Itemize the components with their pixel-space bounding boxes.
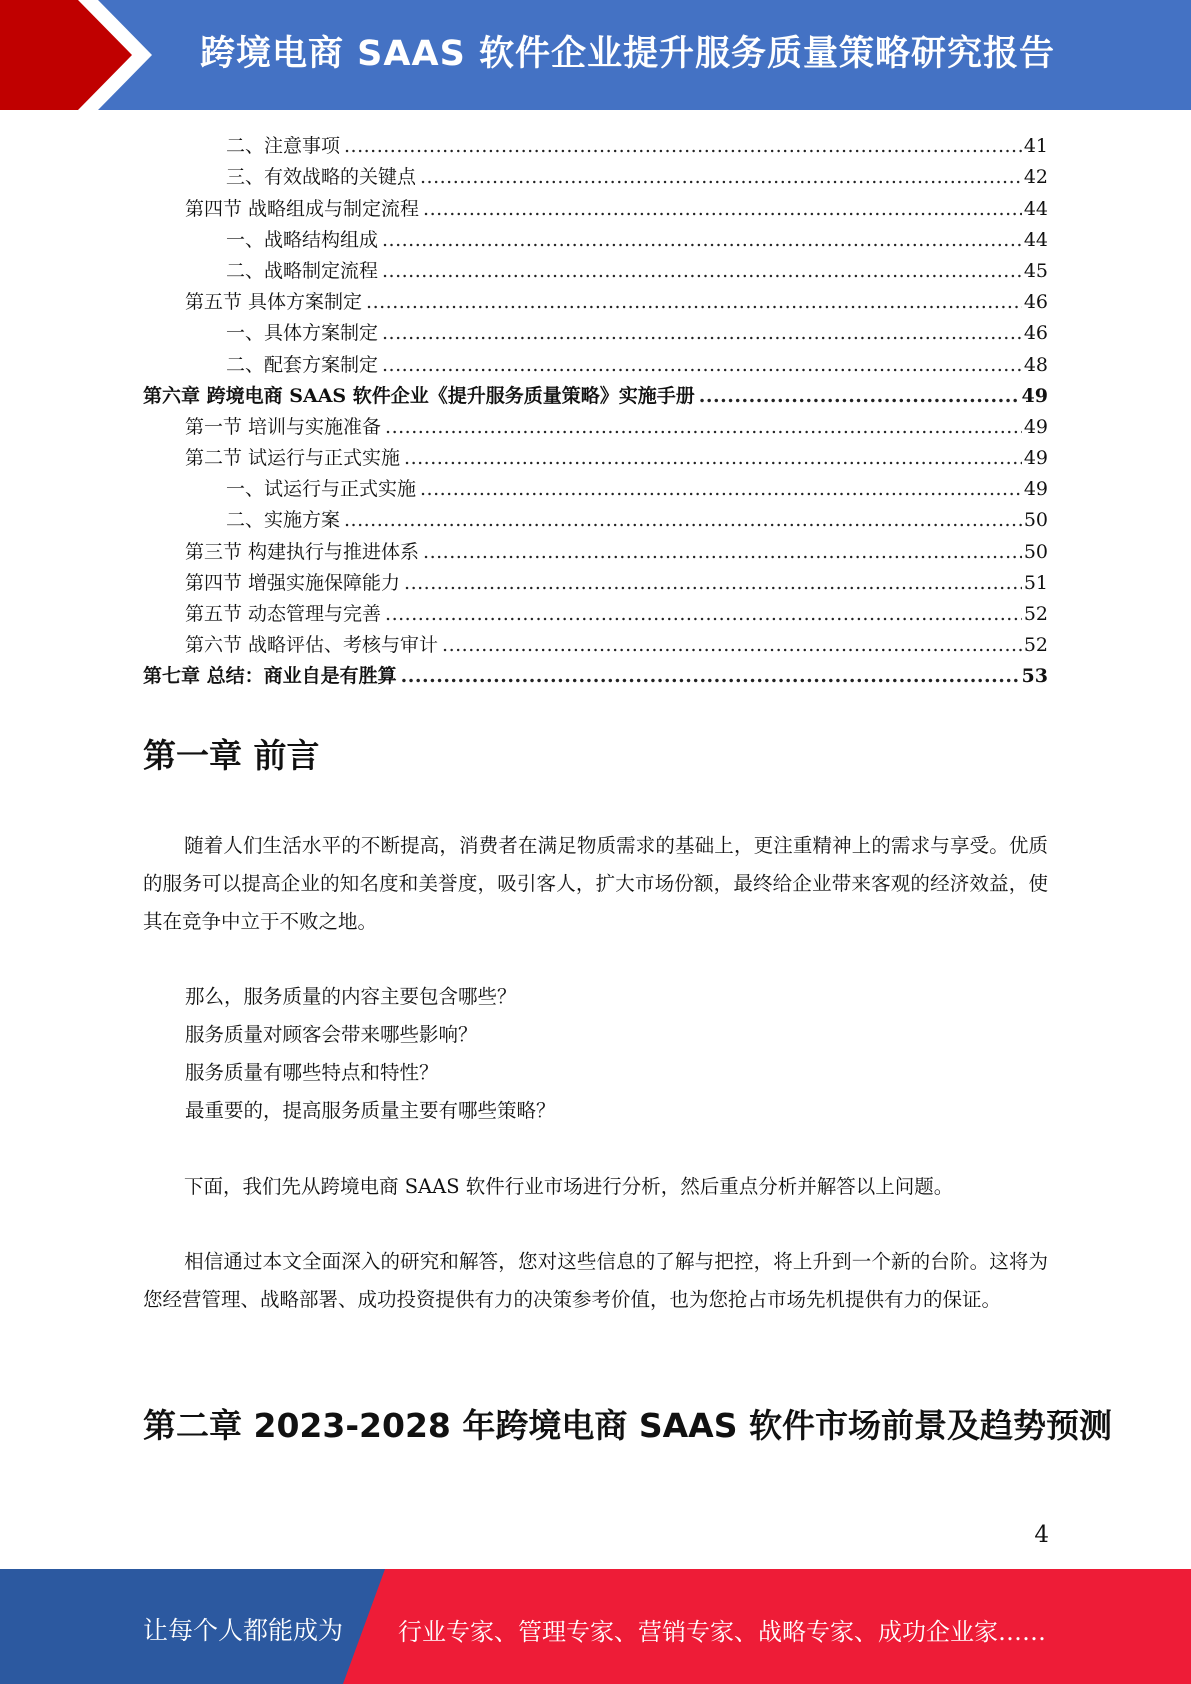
toc-entry[interactable]: [226, 314, 1048, 345]
toc-leader: [344, 508, 1022, 532]
toc-entry[interactable]: [185, 408, 1048, 439]
page-header: [0, 0, 1191, 110]
toc-entry-label: 二、配套方案制定: [226, 353, 379, 376]
toc-leader: [420, 477, 1022, 501]
toc-entry[interactable]: [185, 283, 1048, 314]
toc-entry-page: 46: [1023, 322, 1048, 345]
chapter-2-heading: 第二章 2023-2028 年跨境电商 SAAS 软件市场前景及趋势预测: [143, 1406, 1112, 1445]
toc-entry[interactable]: [185, 595, 1048, 626]
toc-entry-label: 第三节 构建执行与推进体系: [185, 540, 420, 563]
toc-entry-page: 44: [1023, 228, 1048, 251]
toc-entry-page: 52: [1023, 603, 1048, 625]
report-title: 跨境电商 SAAS 软件企业提升服务质量策略研究报告: [200, 34, 1055, 74]
intro-paragraph-text: 随着人们生活水平的不断提高，消费者在满足物质需求的基础上，更注重精神上的需求与享受。优质的服务可以提高企业的知名度和美誉度，吸引客人，扩大市场份额，最终给企业带来客观的经济效益，使其在竞争中立于不败之地。: [143, 834, 1048, 933]
toc-entry-label: 第四节 战略组成与制定流程: [185, 197, 420, 220]
question-item: 那么，服务质量的内容主要包含哪些？: [185, 985, 517, 1008]
page-footer: [0, 1569, 1191, 1684]
toc-entry-label: 第五节 动态管理与完善: [185, 603, 382, 625]
toc-entry-label: 二、实施方案: [226, 509, 341, 532]
toc-leader: [401, 664, 1020, 688]
toc-entry-page: 42: [1023, 166, 1048, 189]
toc-leader: [404, 571, 1022, 595]
toc-leader: [385, 602, 1022, 626]
toc-entry-page: 48: [1023, 353, 1048, 376]
toc-entry-page: 49: [1021, 384, 1048, 407]
toc-entry[interactable]: [226, 252, 1048, 283]
toc-entry[interactable]: [226, 501, 1048, 532]
toc-entry[interactable]: [185, 439, 1048, 470]
toc-entry-label: 一、试运行与正式实施: [226, 478, 417, 501]
toc-entry-label: 第五节 具体方案制定: [185, 291, 363, 314]
toc-entry-label: 三、有效战略的关键点: [226, 166, 417, 189]
toc-entry-page: 49: [1023, 478, 1048, 501]
toc-entry-label: 第四节 增强实施保障能力: [185, 571, 401, 594]
toc-leader: [423, 197, 1022, 221]
toc-entry-page: 45: [1023, 259, 1048, 282]
toc-entry-label: 二、战略制定流程: [226, 259, 379, 282]
question-item: 最重要的，提高服务质量主要有哪些策略？: [185, 1099, 556, 1122]
toc-entry-label: 一、战略结构组成: [226, 228, 379, 251]
header-red-chevron: [0, 0, 150, 110]
toc-entry[interactable]: [226, 158, 1048, 189]
intro-paragraph: [143, 827, 1048, 941]
toc-entry-page: 50: [1023, 509, 1048, 532]
toc-entry[interactable]: [185, 532, 1048, 563]
toc-leader: [385, 415, 1022, 439]
toc-entry[interactable]: [226, 345, 1048, 376]
toc-entry[interactable]: [185, 189, 1048, 220]
footer-slogan-right: 行业专家、管理专家、营销专家、战略专家、成功企业家……: [398, 1618, 1046, 1646]
question-item: 服务质量对顾客会带来哪些影响？: [185, 1023, 478, 1046]
toc-leader: [382, 259, 1022, 283]
toc-entry-label: 第六章 跨境电商 SAAS 软件企业《提升服务质量策略》实施手册: [143, 384, 695, 407]
footer-slogan-left: 让每个人都能成为: [143, 1616, 344, 1645]
toc-leader: [366, 290, 1022, 314]
analysis-paragraph-text: 下面，我们先从跨境电商 SAAS 软件行业市场进行分析，然后重点分析并解答以上问题。: [184, 1175, 954, 1198]
toc-leader: [442, 633, 1022, 657]
toc-entry[interactable]: [226, 127, 1048, 158]
toc-leader: [699, 384, 1020, 408]
toc-entry[interactable]: [185, 626, 1048, 657]
chapter-1-heading: 第一章 前言: [143, 736, 320, 775]
toc-entry-page: 50: [1023, 540, 1048, 563]
toc-entry-label: 第六节 战略评估、考核与审计: [185, 634, 439, 657]
toc-entry-page: 52: [1023, 634, 1048, 657]
toc-entry-page: 46: [1023, 291, 1048, 314]
page-number: 4: [1034, 1522, 1049, 1548]
analysis-paragraph: [143, 1168, 1048, 1206]
toc-entry-page: 49: [1023, 415, 1048, 438]
toc-entry[interactable]: [226, 221, 1048, 252]
toc-entry-chapter[interactable]: [143, 377, 1048, 408]
table-of-contents: [0, 127, 1191, 688]
toc-entry-page: 53: [1021, 665, 1048, 688]
toc-entry-page: 49: [1023, 447, 1048, 470]
toc-leader: [423, 540, 1022, 564]
toc-entry[interactable]: [185, 564, 1048, 595]
toc-entry-label: 一、具体方案制定: [226, 322, 379, 345]
toc-leader: [344, 134, 1022, 158]
toc-leader: [382, 228, 1022, 252]
toc-entry-label: 二、注意事项: [226, 135, 341, 158]
toc-entry-label: 第一节 培训与实施准备: [185, 415, 382, 438]
toc-entry-page: 51: [1023, 571, 1048, 594]
toc-leader: [404, 446, 1022, 470]
toc-leader: [382, 353, 1022, 377]
toc-leader: [382, 321, 1022, 345]
closing-paragraph: [143, 1243, 1048, 1319]
toc-entry-page: 41: [1023, 135, 1048, 158]
toc-entry[interactable]: [226, 470, 1048, 501]
toc-entry-chapter[interactable]: [143, 657, 1048, 688]
toc-entry-label: 第二节 试运行与正式实施: [185, 447, 401, 470]
toc-entry-page: 44: [1023, 197, 1048, 220]
toc-entry-label: 第七章 总结：商业自是有胜算: [143, 665, 397, 688]
closing-paragraph-text: 相信通过本文全面深入的研究和解答，您对这些信息的了解与把控，将上升到一个新的台阶。这将为您经营管理、战略部署、成功投资提供有力的决策参考价值，也为您抢占市场先机提供有力的保证。: [143, 1250, 1048, 1311]
question-item: 服务质量有哪些特点和特性？: [185, 1061, 439, 1084]
toc-leader: [420, 165, 1022, 189]
